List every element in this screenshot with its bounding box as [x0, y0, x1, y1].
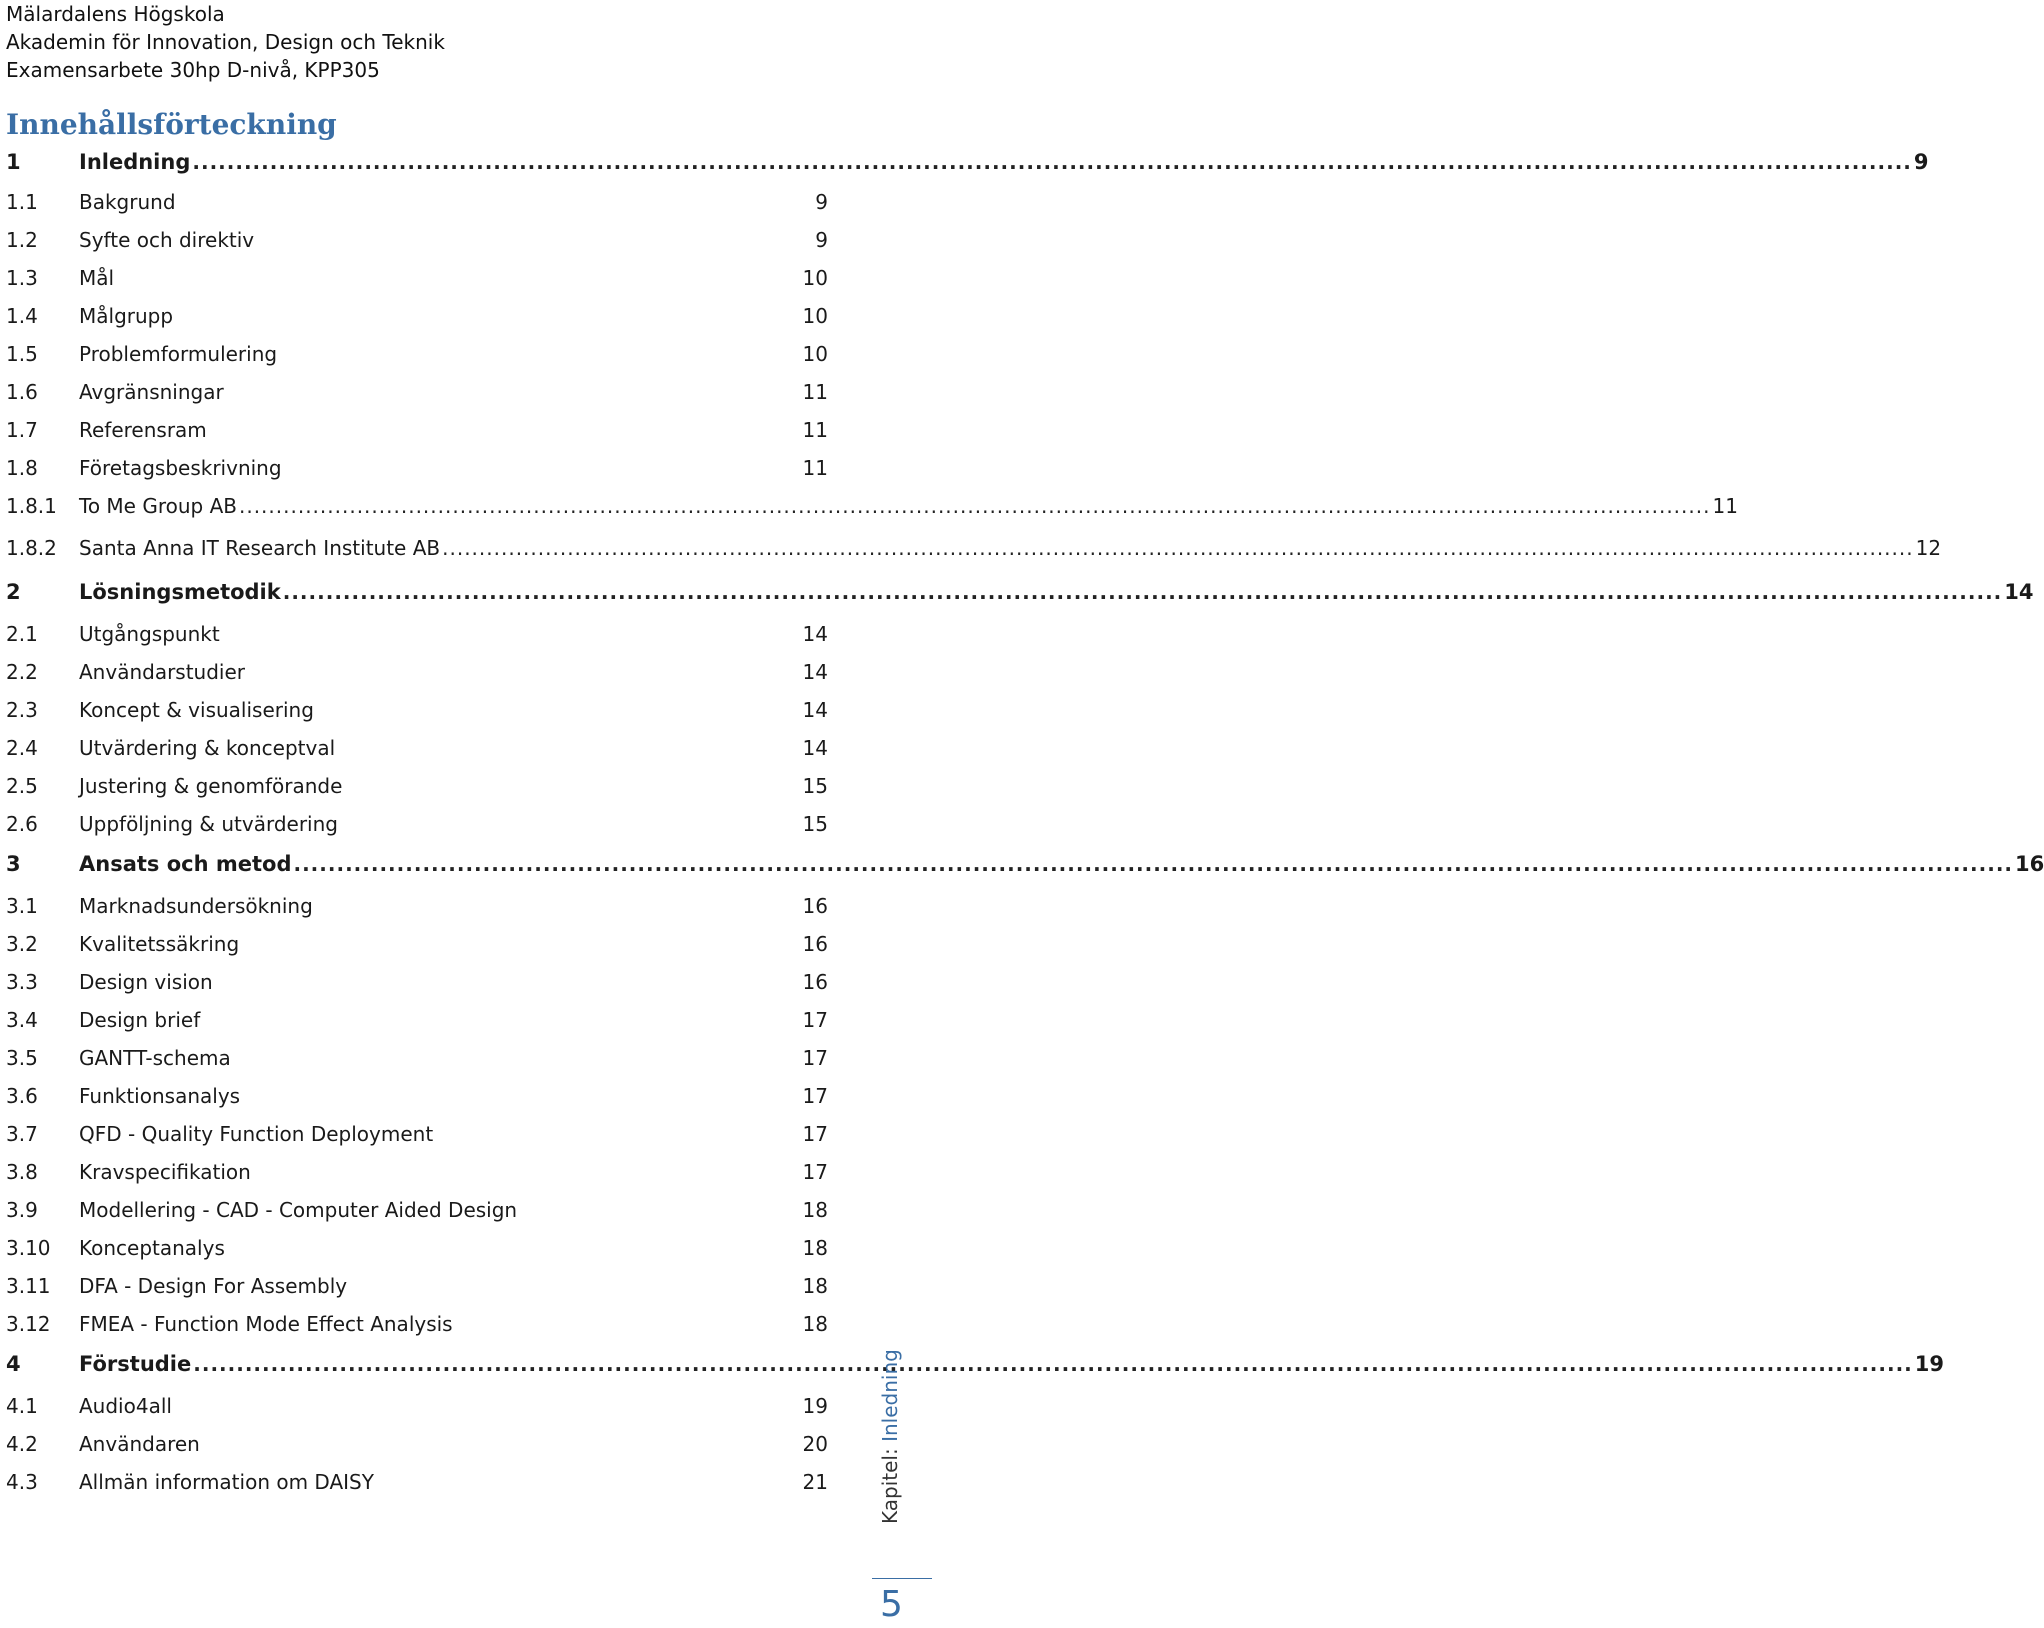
- toc-entry[interactable]: [0, 694, 860, 726]
- toc-entry-page: 10: [802, 342, 828, 366]
- toc-entry[interactable]: [0, 576, 2034, 608]
- toc-entry-page: 14: [2002, 576, 2033, 608]
- toc-entry-page: 10: [802, 266, 828, 290]
- toc-entry-page: 18: [802, 1236, 828, 1260]
- toc-entry-page: 21: [802, 1470, 828, 1494]
- toc-entry-page: 16: [802, 894, 828, 918]
- toc-entry-number: 2.4: [6, 736, 38, 760]
- chapter-side-label: [878, 1349, 902, 1524]
- toc-entry-page: 11: [1710, 490, 1737, 522]
- toc-leader-line: [79, 848, 2044, 880]
- toc-entry-page: 14: [802, 736, 828, 760]
- toc-entry-title: Marknadsundersökning: [79, 894, 313, 918]
- toc-entry-title: QFD - Quality Function Deployment: [79, 1122, 434, 1146]
- toc-entry-number: 1.3: [6, 266, 38, 290]
- toc-entry-page: 18: [802, 1274, 828, 1298]
- toc-entry[interactable]: [0, 414, 860, 446]
- toc-entry-number: 3: [6, 852, 21, 876]
- toc-entry-page: 14: [802, 660, 828, 684]
- dot-leader: ........................................................................................................................................................................................................: [282, 580, 2003, 604]
- toc-entry[interactable]: [0, 490, 1738, 522]
- toc-entry[interactable]: [0, 262, 860, 294]
- toc-entry-page: 20: [802, 1432, 828, 1456]
- toc-entry-title: FMEA - Function Mode Effect Analysis: [79, 1312, 453, 1336]
- toc-entry[interactable]: [0, 338, 860, 370]
- toc-entry-number: 2.3: [6, 698, 38, 722]
- toc-entry-page: 11: [802, 418, 828, 442]
- toc-entry-number: 3.4: [6, 1008, 38, 1032]
- toc-entry-page: 18: [802, 1312, 828, 1336]
- course-info: Examensarbete 30hp D-nivå, KPP305: [6, 58, 380, 82]
- dot-leader: ........................................................................................................................................................................................................: [193, 1352, 1913, 1376]
- toc-entry-number: 1.7: [6, 418, 38, 442]
- toc-entry-title: Ansats och metod: [79, 848, 293, 880]
- toc-entry-page: 11: [802, 380, 828, 404]
- toc-entry-number: 4.3: [6, 1470, 38, 1494]
- toc-entry[interactable]: [0, 656, 860, 688]
- toc-entry-number: 1: [6, 150, 21, 174]
- toc-entry-number: 3.1: [6, 894, 38, 918]
- toc-entry-number: 2.6: [6, 812, 38, 836]
- dot-leader: ........................................................................................................................................................................................................: [238, 494, 1711, 518]
- toc-entry-page: 15: [802, 812, 828, 836]
- toc-entry-page: 17: [802, 1008, 828, 1032]
- toc-entry-page: 9: [815, 190, 828, 214]
- toc-entry-title: Funktionsanalys: [79, 1084, 241, 1108]
- toc-entry-number: 2.5: [6, 774, 38, 798]
- toc-entry-number: 1.8: [6, 456, 38, 480]
- university-name: Mälardalens Högskola: [6, 2, 225, 26]
- toc-entry-page: 9: [815, 228, 828, 252]
- toc-entry-page: 9: [1912, 146, 1929, 178]
- toc-entry[interactable]: [0, 1466, 860, 1498]
- toc-entry-title: Kvalitetssäkring: [79, 932, 240, 956]
- toc-entry[interactable]: [0, 1232, 860, 1264]
- toc-entry[interactable]: [0, 532, 1942, 564]
- toc-leader-line: [79, 532, 1942, 564]
- toc-entry-number: 2: [6, 580, 21, 604]
- toc-entry-number: 3.12: [6, 1312, 51, 1336]
- toc-entry-page: 17: [802, 1122, 828, 1146]
- chapter-name: Inledning: [878, 1349, 902, 1442]
- toc-entry-number: 3.6: [6, 1084, 38, 1108]
- toc-entry[interactable]: [0, 1156, 860, 1188]
- dot-leader: ........................................................................................................................................................................................................: [293, 852, 2014, 876]
- toc-entry[interactable]: [0, 928, 860, 960]
- toc-entry-title: Modellering - CAD - Computer Aided Design: [79, 1198, 518, 1222]
- toc-entry[interactable]: [0, 770, 860, 802]
- toc-entry-number: 3.7: [6, 1122, 38, 1146]
- toc-entry[interactable]: [0, 1004, 860, 1036]
- toc-leader-line: [79, 1348, 1945, 1380]
- toc-entry[interactable]: [0, 186, 860, 218]
- toc-entry-title: Uppföljning & utvärdering: [79, 812, 338, 836]
- toc-entry-title: Koncept & visualisering: [79, 698, 314, 722]
- dot-leader: ........................................................................................................................................................................................................: [442, 536, 1914, 560]
- toc-entry-number: 1.2: [6, 228, 38, 252]
- toc-entry-number: 2.2: [6, 660, 38, 684]
- toc-entry-title: Användarstudier: [79, 660, 246, 684]
- toc-entry-number: 3.5: [6, 1046, 38, 1070]
- toc-entry[interactable]: [0, 890, 860, 922]
- toc-entry-page: 10: [802, 304, 828, 328]
- toc-entry-title: Utgångspunkt: [79, 622, 220, 646]
- toc-entry-number: 4.1: [6, 1394, 38, 1418]
- toc-entry[interactable]: [0, 1390, 860, 1422]
- toc-entry-page: 18: [802, 1198, 828, 1222]
- toc-entry-number: 1.8.1: [6, 494, 57, 518]
- toc-entry[interactable]: [0, 808, 860, 840]
- toc-entry-title: DFA - Design For Assembly: [79, 1274, 348, 1298]
- toc-entry-title: GANTT-schema: [79, 1046, 231, 1070]
- toc-entry[interactable]: [0, 452, 860, 484]
- toc-entry-title: Problemformulering: [79, 342, 278, 366]
- toc-entry-title: Bakgrund: [79, 190, 176, 214]
- toc-entry[interactable]: [0, 1118, 860, 1150]
- toc-entry[interactable]: [0, 146, 1929, 178]
- toc-leader-line: [79, 490, 1738, 522]
- page-number: 5: [880, 1584, 903, 1625]
- toc-entry-page: 17: [802, 1084, 828, 1108]
- toc-entry-title: Inledning: [79, 146, 192, 178]
- toc-heading: Innehållsförteckning: [6, 108, 337, 141]
- toc-entry[interactable]: [0, 848, 2044, 880]
- toc-entry-title: Justering & genomförande: [79, 774, 343, 798]
- toc-entry-title: Design brief: [79, 1008, 201, 1032]
- toc-entry-title: Utvärdering & konceptval: [79, 736, 336, 760]
- toc-entry-page: 15: [802, 774, 828, 798]
- toc-entry-title: Santa Anna IT Research Institute AB: [79, 532, 442, 564]
- toc-entry-title: Avgränsningar: [79, 380, 224, 404]
- document-header: [6, 0, 445, 84]
- academy-name: Akademin för Innovation, Design och Teknik: [6, 30, 445, 54]
- toc-entry-number: 1.8.2: [6, 536, 57, 560]
- toc-entry-title: Design vision: [79, 970, 213, 994]
- dot-leader: ........................................................................................................................................................................................................: [192, 150, 1912, 174]
- toc-entry-page: 14: [802, 622, 828, 646]
- toc-entry[interactable]: [0, 1194, 860, 1226]
- toc-entry-number: 2.1: [6, 622, 38, 646]
- toc-entry[interactable]: [0, 1080, 860, 1112]
- toc-entry-page: 16: [802, 970, 828, 994]
- toc-entry-title: Syfte och direktiv: [79, 228, 255, 252]
- toc-leader-line: [79, 576, 2034, 608]
- chapter-prefix: Kapitel:: [878, 1441, 902, 1524]
- toc-entry-number: 1.4: [6, 304, 38, 328]
- toc-entry-page: 19: [1913, 1348, 1944, 1380]
- toc-entry-number: 3.3: [6, 970, 38, 994]
- toc-leader-line: [79, 146, 1929, 178]
- toc-entry-number: 3.10: [6, 1236, 51, 1260]
- toc-entry-page: 16: [802, 932, 828, 956]
- toc-entry[interactable]: [0, 1428, 860, 1460]
- toc-entry-title: Kravspecifikation: [79, 1160, 251, 1184]
- toc-entry[interactable]: [0, 300, 860, 332]
- toc-entry-title: Referensram: [79, 418, 207, 442]
- toc-entry-page: 17: [802, 1046, 828, 1070]
- toc-entry-title: Målgrupp: [79, 304, 174, 328]
- toc-entry[interactable]: [0, 732, 860, 764]
- toc-entry-title: Konceptanalys: [79, 1236, 225, 1260]
- toc-entry-number: 3.2: [6, 932, 38, 956]
- toc-entry[interactable]: [0, 1348, 1945, 1380]
- toc-entry-title: Företagsbeskrivning: [79, 456, 282, 480]
- toc-entry-title: Lösningsmetodik: [79, 576, 283, 608]
- toc-entry-page: 17: [802, 1160, 828, 1184]
- toc-entry[interactable]: [0, 1308, 860, 1340]
- toc-entry-title: Audio4all: [79, 1394, 172, 1418]
- toc-entry-title: Allmän information om DAISY: [79, 1470, 374, 1494]
- toc-entry-number: 3.8: [6, 1160, 38, 1184]
- toc-entry-page: 12: [1914, 532, 1941, 564]
- toc-entry[interactable]: [0, 224, 860, 256]
- toc-entry-number: 3.11: [6, 1274, 51, 1298]
- toc-entry-number: 4.2: [6, 1432, 38, 1456]
- toc-entry-page: 11: [802, 456, 828, 480]
- toc-entry-number: 1.1: [6, 190, 38, 214]
- toc-entry-title: To Me Group AB: [79, 490, 239, 522]
- toc-entry[interactable]: [0, 376, 860, 408]
- toc-entry[interactable]: [0, 966, 860, 998]
- toc-entry-number: 1.6: [6, 380, 38, 404]
- toc-entry-title: Mål: [79, 266, 115, 290]
- toc-entry-page: 14: [802, 698, 828, 722]
- toc-entry[interactable]: [0, 1270, 860, 1302]
- toc-entry[interactable]: [0, 618, 860, 650]
- toc-entry[interactable]: [0, 1042, 860, 1074]
- toc-entry-number: 1.5: [6, 342, 38, 366]
- toc-entry-title: Förstudie: [79, 1348, 193, 1380]
- page-number-divider: [872, 1578, 932, 1579]
- toc-entry-title: Användaren: [79, 1432, 200, 1456]
- toc-entry-number: 4: [6, 1352, 21, 1376]
- toc-entry-page: 19: [802, 1394, 828, 1418]
- toc-entry-number: 3.9: [6, 1198, 38, 1222]
- toc-entry-page: 16: [2013, 848, 2044, 880]
